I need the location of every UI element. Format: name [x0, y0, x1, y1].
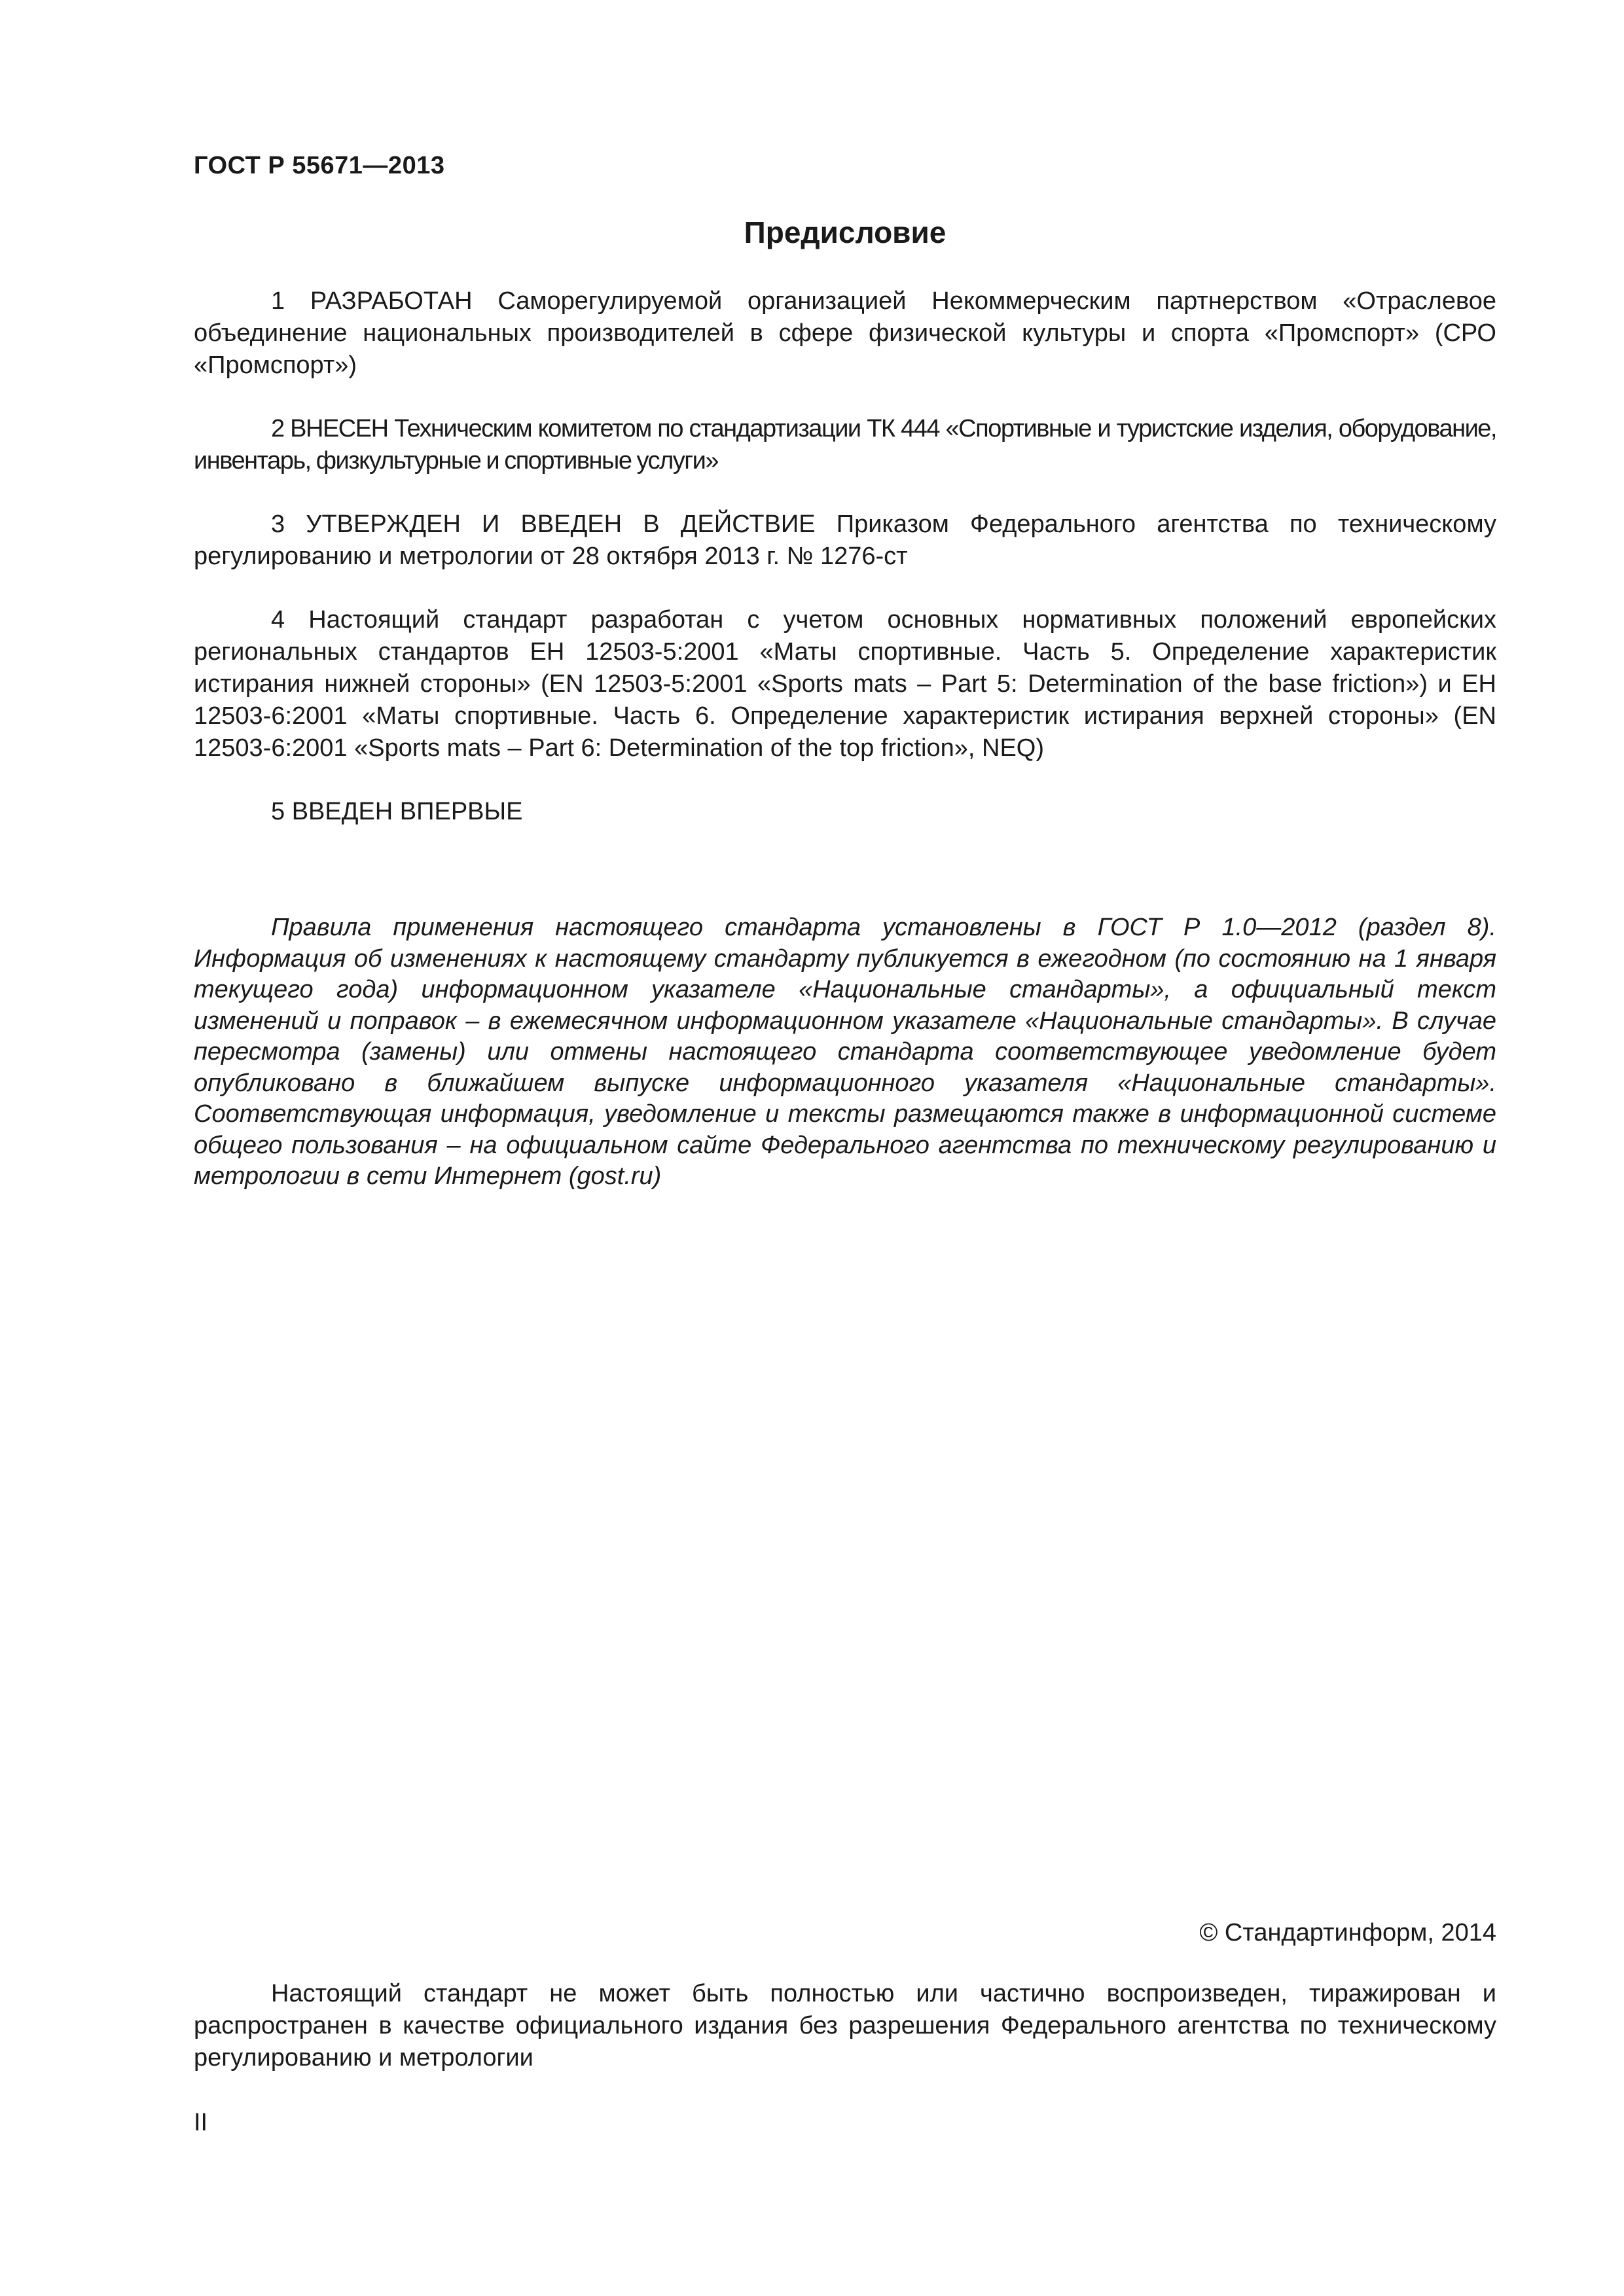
foreword-paragraphs: [194, 285, 1496, 859]
paragraph-approved: 3 УТВЕРЖДЕН И ВВЕДЕН В ДЕЙСТВИЕ Приказом Федерального агентства по техническому регулированию и метрологии от 28 октября 2013 г. № 1276-ст: [194, 511, 1496, 570]
reproduction-notice: Настоящий стандарт не может быть полностью или частично воспроизведен, тиражирован и распространен в качестве официального издания без разрешения Федерального агентства по техническому регулированию и метрологии: [194, 1980, 1496, 2072]
paragraph-basis: 4 Настоящий стандарт разработан с учетом основных нормативных положений европейских региональных стандартов ЕН 12503-5:2001 «Маты спортивные. Часть 5. Определение характеристик истирания нижней стороны» (EN 12503-5:2001 «Sports mats – Part 5: Determination of the base friction») и ЕН 12503-6:2001 «Маты спортивные. Часть 6. Определение характеристик истирания верхней стороны» (EN 12503-6:2001 «Sports mats – Part 6: Determination of the top friction», NEQ): [194, 606, 1496, 762]
copyright: © Стандартинформ, 2014: [1199, 1919, 1496, 1946]
paragraph-first-introduced: 5 ВВЕДЕН ВПЕРВЫЕ: [271, 798, 523, 825]
page-number: II: [194, 2109, 208, 2136]
rules-of-application: Правила применения настоящего стандарта установлены в ГОСТ Р 1.0—2012 (раздел 8). Информация об изменениях к настоящему стандарту публикуется в ежегодном (по состоянию на 1 января текущего года) информационном указателе «Национальные стандарты», а официальный текст изменений и поправок – в ежемесячном информационном указателе «Национальные стандарты». В случае пересмотра (замены) или отмены настоящего стандарта соответствующее уведомление будет опубликовано в ближайшем выпуске информационного указателя «Национальные стандарты». Соответствующая информация, уведомление и тексты размещаются также в информационной системе общего пользования – на официальном сайте Федерального агентства по техническому регулированию и метрологии в сети Интернет (gost.ru): [194, 914, 1496, 1190]
page-title: Предисловие: [744, 215, 947, 249]
paragraph-introduced: 2 ВНЕСЕН Техническим комитетом по стандартизации ТК 444 «Спортивные и туристские изделия, оборудование, инвентарь, физкультурные и спортивные услуги»: [194, 415, 1496, 475]
document-code: ГОСТ Р 55671—2013: [194, 152, 445, 179]
paragraph-developed: 1 РАЗРАБОТАН Саморегулируемой организацией Некоммерческим партнерством «Отраслевое объединение национальных производителей в сфере физической культуры и спорта «Промспорт» (СРО «Промспорт»): [194, 287, 1496, 379]
